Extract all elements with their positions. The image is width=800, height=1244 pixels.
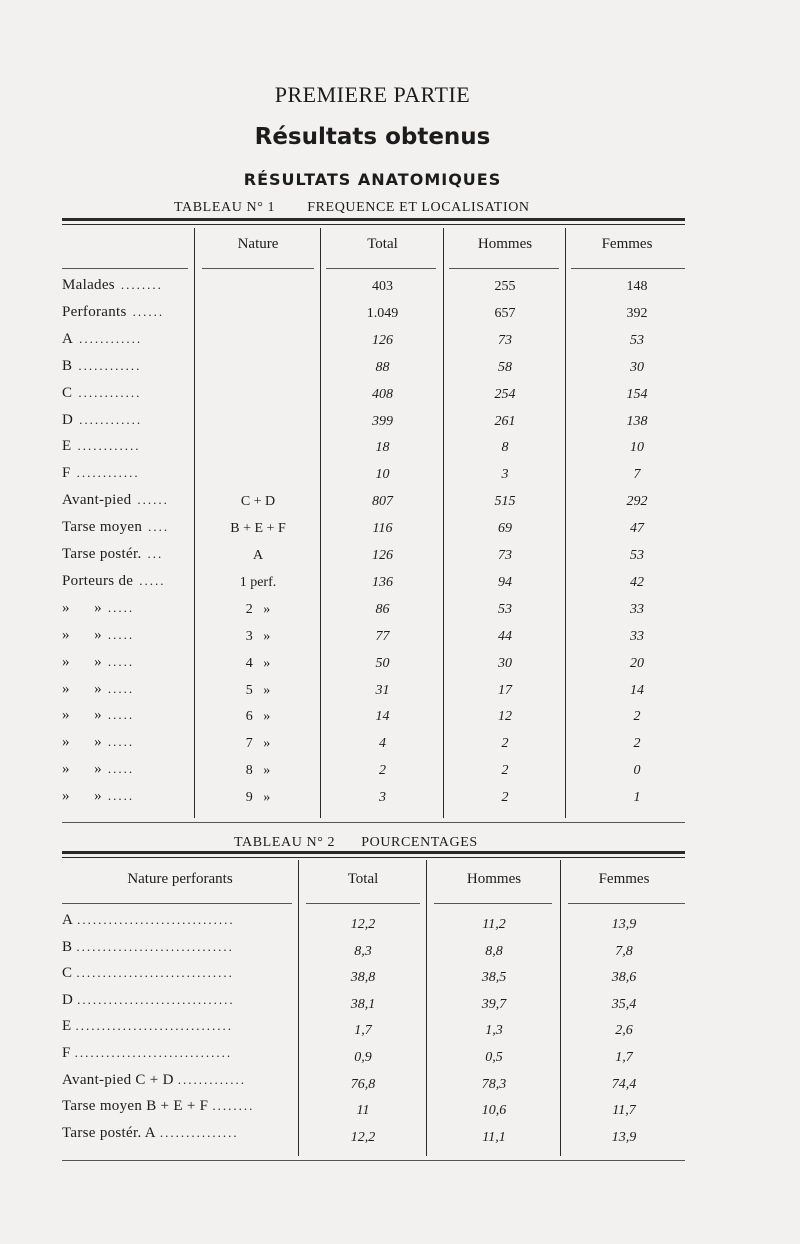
table2-header-rule — [434, 903, 552, 904]
row-label-text: Avant-pied C + D — [62, 1071, 174, 1088]
table1-bottom-rule — [62, 822, 685, 823]
table-row-label — [62, 627, 134, 644]
table-row-label — [62, 761, 134, 778]
table-row-label — [62, 519, 169, 536]
table-cell-hommes: 73 — [498, 548, 512, 563]
table-cell-nature: C + D — [240, 494, 276, 510]
table1-divider-3 — [443, 228, 444, 818]
table-cell-nature: 1 perf. — [239, 574, 277, 590]
table-cell-total: 1.049 — [366, 305, 399, 321]
row-leader-dots: ............ — [78, 357, 142, 373]
table-cell-femmes: 13,9 — [611, 917, 637, 932]
row-label-text: C — [62, 965, 73, 982]
table-cell-hommes: 44 — [498, 628, 512, 644]
table-cell-total: 31 — [375, 682, 390, 698]
part-title: PREMIERE PARTIE — [274, 82, 471, 107]
table-cell-nature: B + E + F — [230, 521, 286, 537]
table2-header-rule — [306, 903, 420, 904]
table-cell-hommes: 38,5 — [481, 970, 507, 986]
table-cell-total: 403 — [372, 279, 393, 294]
row-label-text: F — [62, 1045, 71, 1061]
table-cell-nature: 3 » — [245, 628, 271, 644]
table-cell-total: 399 — [372, 413, 393, 429]
table-cell-hommes: 73 — [498, 332, 512, 348]
row-label-text: C — [62, 384, 73, 401]
table-cell-femmes: 1 — [633, 790, 641, 806]
table-cell-femmes: 38,6 — [611, 970, 637, 986]
row-leader-dots: ............. — [177, 1071, 246, 1087]
table1-header-hommes: Hommes — [477, 236, 533, 252]
table-cell-nature: 5 » — [245, 682, 271, 698]
table2-divider-2 — [426, 860, 427, 1156]
row-leader-dots: .............................. — [75, 1018, 233, 1034]
table2-header-total: Total — [347, 871, 379, 887]
table-cell-femmes: 2,6 — [615, 1023, 633, 1039]
table-row-label — [62, 992, 235, 1009]
row-leader-dots: ............ — [79, 411, 143, 427]
table-cell-femmes: 0 — [633, 763, 641, 779]
table-row-label — [62, 1125, 239, 1142]
section-subtitle: RÉSULTATS ANATOMIQUES — [243, 170, 502, 189]
table-cell-total: 1,7 — [354, 1023, 372, 1039]
row-label-text: Tarse postér. A — [62, 1124, 156, 1141]
table-cell-femmes: 2 — [633, 736, 641, 752]
table-row-label — [62, 331, 142, 348]
row-leader-dots: ........ — [212, 1098, 255, 1114]
table-row-label — [62, 573, 165, 590]
table2-header-femmes: Femmes — [598, 871, 650, 887]
table-cell-femmes: 392 — [626, 305, 648, 321]
page-title: Résultats obtenus — [254, 124, 491, 150]
table-cell-hommes: 3 — [501, 467, 509, 483]
row-leader-dots: ..... — [107, 680, 135, 696]
row-leader-dots: ..... — [139, 572, 166, 588]
row-label-text: A — [62, 330, 74, 347]
row-label-text: » » — [62, 707, 102, 724]
table-cell-hommes: 254 — [494, 386, 516, 402]
row-leader-dots: ............ — [78, 384, 142, 400]
table1-header-rule — [571, 268, 685, 269]
table-cell-nature: 2 » — [245, 601, 271, 617]
table-cell-total: 12,2 — [350, 1129, 376, 1145]
table-cell-total: 50 — [375, 655, 390, 671]
row-leader-dots: ............... — [159, 1124, 239, 1140]
row-label-text: A — [62, 912, 74, 928]
table-row-label — [62, 1098, 254, 1115]
table-row-label — [62, 1018, 233, 1035]
table-row-label — [62, 965, 234, 982]
table-cell-hommes: 69 — [498, 521, 512, 537]
table1-header-femmes: Femmes — [601, 236, 653, 252]
table-cell-total: 126 — [372, 548, 393, 563]
table1-number: TABLEAU N° 1 — [174, 200, 276, 215]
table1-header-total: Total — [367, 236, 398, 252]
table2-top-rule-thin — [62, 857, 685, 858]
table-cell-hommes: 12 — [498, 709, 512, 725]
row-label-text: » » — [62, 761, 102, 778]
table-cell-femmes: 53 — [630, 332, 644, 348]
row-leader-dots: ............ — [77, 438, 141, 454]
table-cell-femmes: 1,7 — [615, 1050, 633, 1065]
table1-header-rule — [449, 268, 559, 269]
table-cell-femmes: 13,9 — [611, 1129, 637, 1145]
table-row-label — [62, 492, 169, 509]
row-label-text: Perforants — [62, 303, 127, 320]
table1-header-rule — [62, 268, 188, 269]
row-leader-dots: ..... — [107, 653, 135, 669]
table-cell-total: 14 — [375, 709, 390, 725]
table-cell-femmes: 14 — [630, 682, 644, 698]
row-leader-dots: ...... — [137, 492, 169, 508]
table-cell-hommes: 17 — [498, 682, 512, 698]
table-cell-femmes: 74,4 — [611, 1076, 637, 1092]
row-label-text: » » — [62, 599, 102, 616]
table-cell-hommes: 261 — [494, 413, 516, 429]
table2-title: POURCENTAGES — [361, 835, 478, 850]
table-cell-hommes: 657 — [494, 305, 516, 321]
table-cell-hommes: 8 — [501, 440, 509, 456]
table-cell-femmes: 20 — [630, 655, 644, 671]
table1-caption — [174, 200, 530, 216]
table-row-label — [62, 304, 164, 321]
table-cell-nature: 4 » — [245, 655, 271, 671]
table-cell-total: 18 — [375, 440, 390, 456]
table-cell-hommes: 11,2 — [482, 917, 506, 932]
table-cell-total: 86 — [375, 601, 390, 617]
row-leader-dots: .............................. — [76, 965, 234, 981]
row-leader-dots: ..... — [107, 761, 135, 777]
table-cell-femmes: 53 — [630, 548, 644, 563]
table-row-label — [62, 1072, 246, 1089]
row-leader-dots: .... — [148, 519, 170, 535]
table2-header-hommes: Hommes — [466, 871, 522, 887]
row-leader-dots: ..... — [107, 599, 135, 615]
table-cell-total: 38,1 — [350, 996, 376, 1012]
row-leader-dots: ..... — [107, 707, 135, 723]
table-cell-femmes: 10 — [630, 440, 644, 456]
table2-header-rule — [62, 903, 292, 904]
table-row-label — [62, 600, 134, 617]
table-row-label — [62, 465, 140, 482]
table2-bottom-rule — [62, 1160, 685, 1161]
table-cell-hommes: 58 — [498, 359, 512, 375]
row-label-text: Tarse postér. — [62, 546, 142, 562]
row-label-text: E — [62, 1018, 72, 1035]
table-cell-femmes: 292 — [626, 494, 648, 510]
table-cell-femmes: 30 — [630, 359, 644, 375]
table1-divider-2 — [320, 228, 321, 818]
table-row-label — [62, 734, 134, 751]
table-cell-total: 8,3 — [354, 943, 372, 959]
table-row-label — [62, 277, 163, 294]
table-cell-hommes: 515 — [494, 494, 516, 510]
row-label-text: Tarse moyen — [62, 519, 143, 536]
row-label-text: » » — [62, 734, 102, 751]
table-cell-femmes: 138 — [626, 413, 648, 429]
table-cell-hommes: 94 — [498, 574, 512, 590]
table-cell-total: 0,9 — [354, 1050, 372, 1065]
row-label-text: Porteurs de — [62, 572, 134, 589]
row-leader-dots: .............................. — [74, 1045, 233, 1060]
table-cell-femmes: 42 — [630, 574, 644, 590]
table2-header-rule — [568, 903, 685, 904]
table-row-label — [62, 438, 140, 455]
table-cell-femmes: 148 — [626, 279, 648, 294]
table-cell-femmes: 33 — [630, 628, 644, 644]
row-leader-dots: ..... — [107, 734, 135, 750]
table1-header-rule — [326, 268, 436, 269]
table-cell-total: 126 — [372, 332, 393, 348]
table-cell-total: 77 — [375, 628, 390, 644]
table-cell-total: 2 — [379, 763, 386, 779]
table-row-label — [62, 1045, 232, 1062]
table-row-label — [62, 546, 163, 563]
table-cell-hommes: 8,8 — [485, 943, 503, 959]
row-leader-dots: .............................. — [77, 991, 235, 1007]
table-cell-hommes: 0,5 — [485, 1050, 503, 1065]
table-cell-total: 12,2 — [350, 917, 376, 932]
table-cell-femmes: 7,8 — [615, 943, 633, 959]
table-cell-total: 88 — [375, 359, 390, 375]
row-label-text: D — [62, 411, 74, 428]
table-cell-nature: A — [252, 548, 264, 563]
table1-header-nature: Nature — [237, 236, 279, 252]
table-cell-hommes: 53 — [498, 601, 512, 617]
table1-top-rule — [62, 218, 685, 221]
table-row-label — [62, 912, 235, 929]
table-cell-nature: 8 » — [245, 763, 271, 779]
table-cell-hommes: 78,3 — [481, 1076, 507, 1092]
table-cell-nature: 9 » — [245, 790, 271, 806]
table-row-label — [62, 412, 142, 429]
table-cell-nature: 6 » — [245, 709, 271, 725]
table2-number: TABLEAU N° 2 — [234, 835, 336, 850]
table1-divider-1 — [194, 228, 195, 818]
row-leader-dots: .............................. — [76, 938, 234, 954]
row-leader-dots: ... — [147, 546, 164, 561]
table-cell-total: 11 — [356, 1103, 370, 1119]
table-cell-femmes: 47 — [630, 521, 644, 537]
table2-top-rule — [62, 851, 685, 854]
row-leader-dots: .............................. — [77, 912, 235, 927]
row-label-text: » » — [62, 626, 102, 643]
table-cell-femmes: 35,4 — [611, 996, 637, 1012]
table-cell-hommes: 2 — [501, 790, 509, 806]
table-cell-hommes: 2 — [501, 736, 509, 752]
table2-header-nature: Nature perforants — [127, 871, 233, 887]
table-cell-total: 76,8 — [350, 1076, 376, 1092]
table-cell-total: 4 — [379, 736, 386, 752]
row-label-text: D — [62, 991, 74, 1008]
table-row-label — [62, 788, 134, 805]
row-label-text: F — [62, 465, 71, 482]
table-cell-hommes: 2 — [501, 763, 509, 779]
table-row-label — [62, 707, 134, 724]
row-label-text: Malades — [62, 277, 115, 293]
table-cell-hommes: 39,7 — [481, 996, 507, 1012]
table-row-label — [62, 385, 141, 402]
table-cell-hommes: 1,3 — [485, 1023, 503, 1039]
table-row-label — [62, 654, 134, 671]
table-cell-hommes: 30 — [498, 655, 512, 671]
row-label-text: Avant-pied — [62, 492, 132, 509]
table-cell-total: 10 — [375, 467, 390, 483]
table-cell-total: 116 — [372, 521, 393, 537]
table-cell-total: 408 — [372, 386, 393, 402]
table2-caption — [234, 835, 478, 851]
row-leader-dots: ............ — [76, 465, 140, 481]
table-cell-total: 38,8 — [350, 970, 376, 986]
table-cell-nature: 7 » — [245, 736, 271, 752]
row-label-text: B — [62, 357, 73, 374]
table-cell-femmes: 2 — [633, 709, 641, 725]
table-cell-femmes: 154 — [626, 386, 648, 402]
table1-title: FREQUENCE ET LOCALISATION — [307, 200, 530, 215]
table-cell-hommes: 255 — [494, 279, 516, 294]
table-cell-total: 807 — [372, 494, 393, 510]
table-cell-femmes: 11,7 — [612, 1103, 636, 1119]
table-cell-hommes: 11,1 — [482, 1129, 506, 1145]
row-label-text: » » — [62, 788, 102, 805]
table-cell-hommes: 10,6 — [481, 1103, 507, 1119]
table-cell-femmes: 33 — [630, 601, 644, 617]
row-leader-dots: ...... — [132, 303, 165, 319]
row-label-text: E — [62, 438, 72, 455]
table-row-label — [62, 939, 234, 956]
table-cell-femmes: 7 — [633, 467, 641, 483]
row-label-text: B — [62, 938, 73, 955]
row-leader-dots: ............ — [79, 330, 143, 346]
table-cell-total: 3 — [379, 790, 386, 806]
table2-divider-3 — [560, 860, 561, 1156]
row-leader-dots: ..... — [107, 788, 135, 804]
row-leader-dots: ..... — [107, 626, 135, 642]
row-label-text: » » — [62, 680, 102, 697]
table-cell-total: 136 — [372, 574, 393, 590]
table-row-label — [62, 358, 141, 375]
table-row-label — [62, 681, 134, 698]
row-label-text: » » — [62, 653, 102, 670]
row-label-text: Tarse moyen B + E + F — [62, 1098, 209, 1115]
table1-divider-4 — [565, 228, 566, 818]
table1-top-rule-thin — [62, 224, 685, 225]
table2-divider-1 — [298, 860, 299, 1156]
row-leader-dots: ........ — [120, 277, 163, 292]
table1-header-rule — [202, 268, 314, 269]
